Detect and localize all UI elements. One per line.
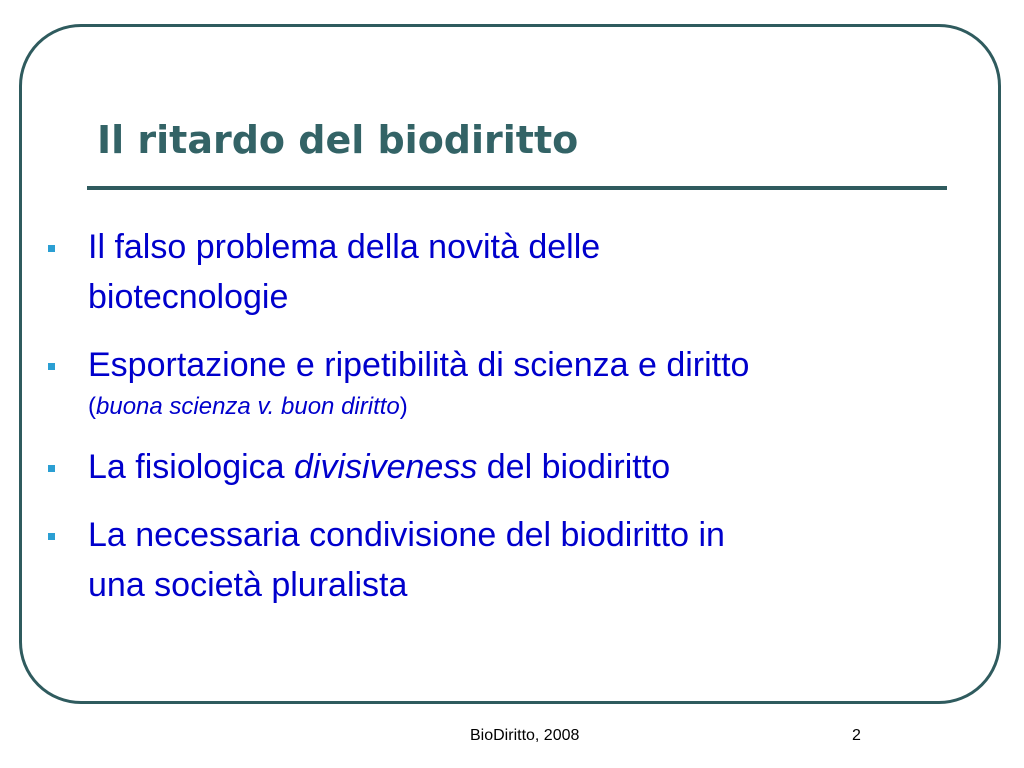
paren-close: ) [399,393,408,420]
bullet-list [48,222,968,628]
title-underline [87,186,947,190]
bullet-subtext [88,390,968,424]
slide-title: Il ritardo del biodiritto [97,118,579,162]
bullet-item [48,442,968,492]
bullet-item [48,340,968,424]
bullet-text-continued: biotecnologie [88,278,289,316]
bullet-text [88,442,968,492]
page-number: 2 [852,727,861,744]
square-bullet-icon [48,245,55,252]
bullet-item [48,222,968,322]
footer-caption: BioDiritto, 2008 [470,727,580,744]
bullet-text-continued: una società pluralista [88,566,408,604]
square-bullet-icon [48,465,55,472]
text-after: del biodiritto [477,448,671,486]
bullet-item [48,510,968,610]
text-before: La fisiologica [88,448,295,486]
square-bullet-icon [48,363,55,370]
square-bullet-icon [48,533,55,540]
bullet-text: Esportazione e ripetibilità di scienza e diritto [88,346,750,384]
paren-open: ( [88,393,96,420]
bullet-text: Il falso problema della novità delle [88,228,601,266]
italic-phrase: buona scienza v. buon diritto [96,393,400,420]
bullet-text: La necessaria condivisione del biodiritto in [88,516,725,554]
italic-term: divisiveness [294,448,478,486]
